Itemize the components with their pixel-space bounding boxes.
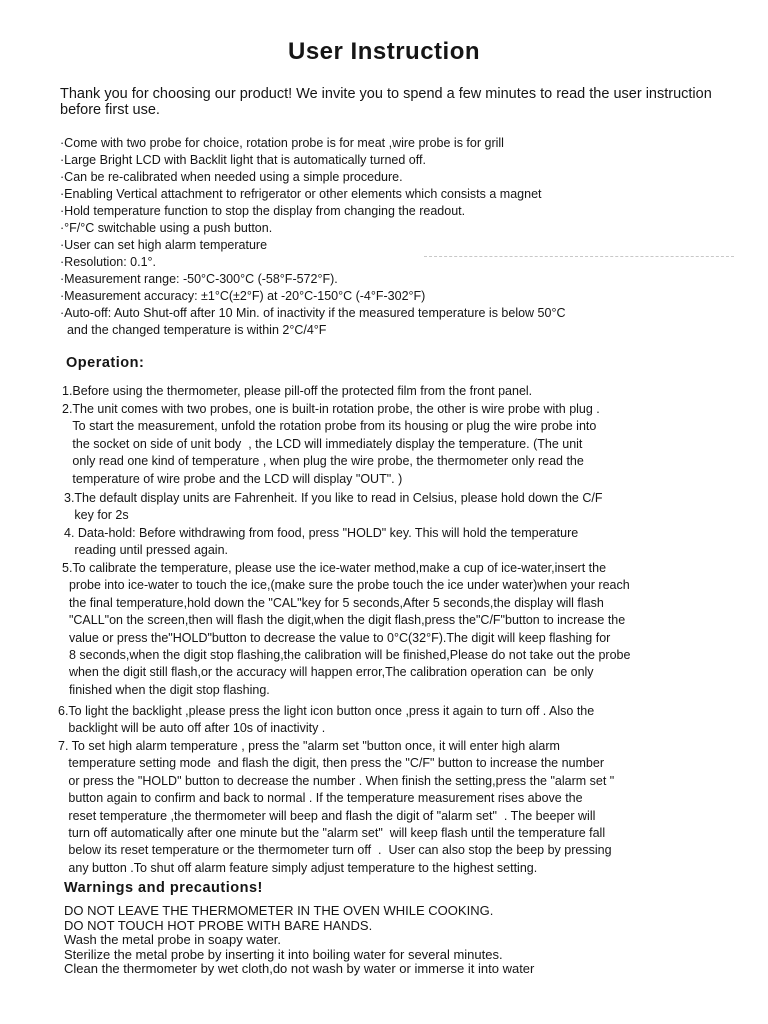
warnings-heading: Warnings and precautions!: [64, 880, 263, 896]
feature-item: ·Auto-off: Auto Shut-off after 10 Min. of inactivity if the measured temperature is below 50°C and the changed temperature is within 2°C/4°F: [60, 306, 566, 337]
scan-artifact-line: [424, 256, 734, 257]
operation-step: 3.The default display units are Fahrenheit. If you like to read in Celsius, please hold down the C/F key for 2s: [64, 491, 603, 523]
operation-step: 7. To set high alarm temperature , press the "alarm set "button once, it will enter high alarm temperature setting mode and flash the digit, then press the "C/F" button to increase the number or press the "HOLD" button to decrease the number . When finish the setting,press the "alarm set " button again to confirm and back to normal . If the temperature measurement rises above the reset temperature ,the thermometer will beep and flash the digit of "alarm set" . The beeper will turn off automatically after one minute but the "alarm set" will keep flash until the temperature fall below its reset temperature or the thermometer turn off . User can also stop the beep by pressing any button .To shut off alarm feature simply adjust temperature to the highest setting.: [58, 739, 615, 875]
warnings-list: [64, 904, 684, 977]
warning-item: DO NOT TOUCH HOT PROBE WITH BARE HANDS.: [64, 917, 373, 933]
feature-item: ·User can set high alarm temperature: [60, 238, 268, 252]
operation-step: 6.To light the backlight ,please press the light icon button once ,press it again to turn off . Also the backlight will be auto off after 10s of inactivity .: [58, 704, 595, 736]
feature-item: ·°F/°C switchable using a push button.: [60, 221, 273, 235]
page-title: User Instruction: [287, 38, 481, 65]
warning-item: Clean the thermometer by wet cloth,do not wash by water or immerse it into water: [64, 961, 535, 977]
feature-item: ·Hold temperature function to stop the display from changing the readout.: [60, 204, 466, 218]
feature-item: ·Enabling Vertical attachment to refrigerator or other elements which consists a magnet: [60, 187, 542, 201]
warning-item: Sterilize the metal probe by inserting it into boiling water for several minutes.: [64, 946, 503, 962]
feature-item: ·Resolution: 0.1°.: [60, 255, 157, 269]
warning-item: DO NOT LEAVE THE THERMOMETER IN THE OVEN WHILE COOKING.: [64, 903, 494, 918]
feature-item: ·Can be re-calibrated when needed using a simple procedure.: [60, 170, 403, 184]
feature-item: ·Measurement range: -50°C-300°C (-58°F-572°F).: [60, 272, 338, 286]
warning-item: Wash the metal probe in soapy water.: [64, 932, 282, 948]
feature-list: [60, 135, 700, 339]
operation-step: 1.Before using the thermometer, please pill-off the protected film from the front panel.: [62, 384, 533, 398]
operation-heading: Operation:: [66, 355, 145, 371]
intro-paragraph: Thank you for choosing our product! We invite you to spend a few minutes to read the user instruction before first use.: [60, 86, 712, 118]
operation-step: 2.The unit comes with two probes, one is built-in rotation probe, the other is wire probe with plug . To start the measurement, unfold the rotation probe from its housing or plug the wire probe into the socket on side of unit body , the LCD will immediately display the temperature. (The unit only read one kind of temperature , when plug the wire probe, the thermometer only read the temperature of wire probe and the LCD will display "OUT". ): [62, 402, 600, 486]
operation-step: 4. Data-hold: Before withdrawing from food, press "HOLD" key. This will hold the temperature reading until pressed again.: [64, 526, 579, 558]
operation-step: 5.To calibrate the temperature, please use the ice-water method,make a cup of ice-water,insert the probe into ice-water to touch the ice,(make sure the probe touch the ice under water)when your reach the final temperature,hold down the "CAL"key for 5 seconds,After 5 seconds,the display will flash "CALL"on the screen,then will flash the digit,when the digit flash,press the"C/F"button to increase the value or press the"HOLD"button to decrease the value to 0°C(32°F).The digit will keep flashing for 8 seconds,when the digit stop flashing,the calibration will be finished,Please do not take out the probe when the digit still flash,or the accuracy will happen error,The calibration operation can be only finished when the digit stop flashing.: [62, 561, 631, 697]
feature-item: ·Come with two probe for choice, rotation probe is for meat ,wire probe is for grill: [60, 136, 504, 150]
feature-item: ·Large Bright LCD with Backlit light that is automatically turned off.: [60, 153, 426, 167]
feature-item: ·Measurement accuracy: ±1°C(±2°F) at -20°C-150°C (-4°F-302°F): [60, 289, 426, 303]
